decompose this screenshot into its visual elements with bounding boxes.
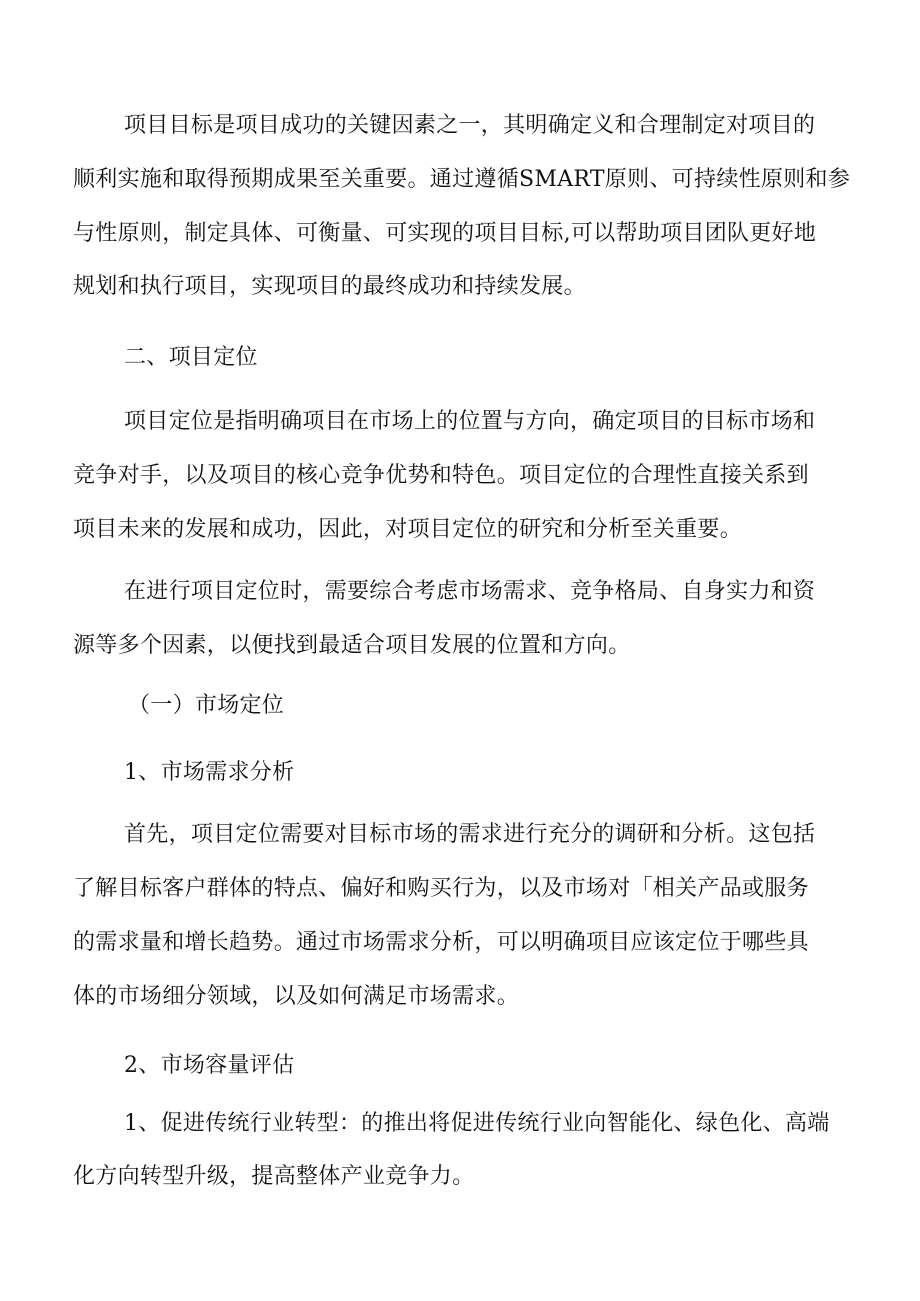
paragraph-5-line-1: 1、促进传统行业转型：的推出将促进传统行业向智能化、绿色化、高端 — [124, 1111, 830, 1136]
section-heading: 二、项目定位 — [124, 345, 258, 370]
subsection-heading: （一）市场定位 — [128, 693, 285, 718]
item-heading-1: 1、市场需求分析 — [124, 760, 295, 785]
paragraph-3-line-1: 在进行项目定位时，需要综合考虑市场需求、竞争格局、自身实力和资 — [124, 579, 816, 604]
paragraph-2-line-1: 项目定位是指明确项目在市场上的位置与方向，确定项目的目标市场和 — [124, 409, 816, 434]
paragraph-2-line-2: 竞争对手，以及项目的核心竞争优势和特色。项目定位的合理性直接关系到 — [73, 463, 809, 488]
paragraph-2-line-3: 项目未来的发展和成功，因此，对项目定位的研究和分析至关重要。 — [73, 517, 743, 542]
paragraph-4-line-2: 了解目标客户群体的特点、偏好和购买行为，以及市场对「相关产品或服务 — [73, 876, 809, 901]
paragraph-1-line-3: 与性原则，制定具体、可衡量、可实现的项目目标,可以帮助项目团队更好地 — [73, 221, 817, 246]
paragraph-1-line-1: 项目目标是项目成功的关键因素之一，其明确定义和合理制定对项目的 — [124, 113, 816, 138]
paragraph-4-line-4: 体的市场细分领域，以及如何满足市场需求。 — [73, 984, 520, 1009]
paragraph-5-line-2: 化方向转型升级，提高整体产业竞争力。 — [73, 1164, 475, 1189]
paragraph-4-line-1: 首先，项目定位需要对目标市场的需求进行充分的调研和分析。这包括 — [124, 822, 816, 847]
paragraph-1-line-2: 顺利实施和取得预期成果至关重要。通过遵循SMART原则、可持续性原则和参 — [73, 167, 851, 192]
paragraph-3-line-2: 源等多个因素，以便找到最适合项目发展的位置和方向。 — [73, 633, 631, 658]
paragraph-1-line-4: 规划和执行项目，实现项目的最终成功和持续发展。 — [73, 274, 586, 299]
item-heading-2: 2、市场容量评估 — [124, 1053, 295, 1078]
paragraph-4-line-3: 的需求量和增长趋势。通过市场需求分析，可以明确项目应该定位于哪些具 — [73, 930, 809, 955]
